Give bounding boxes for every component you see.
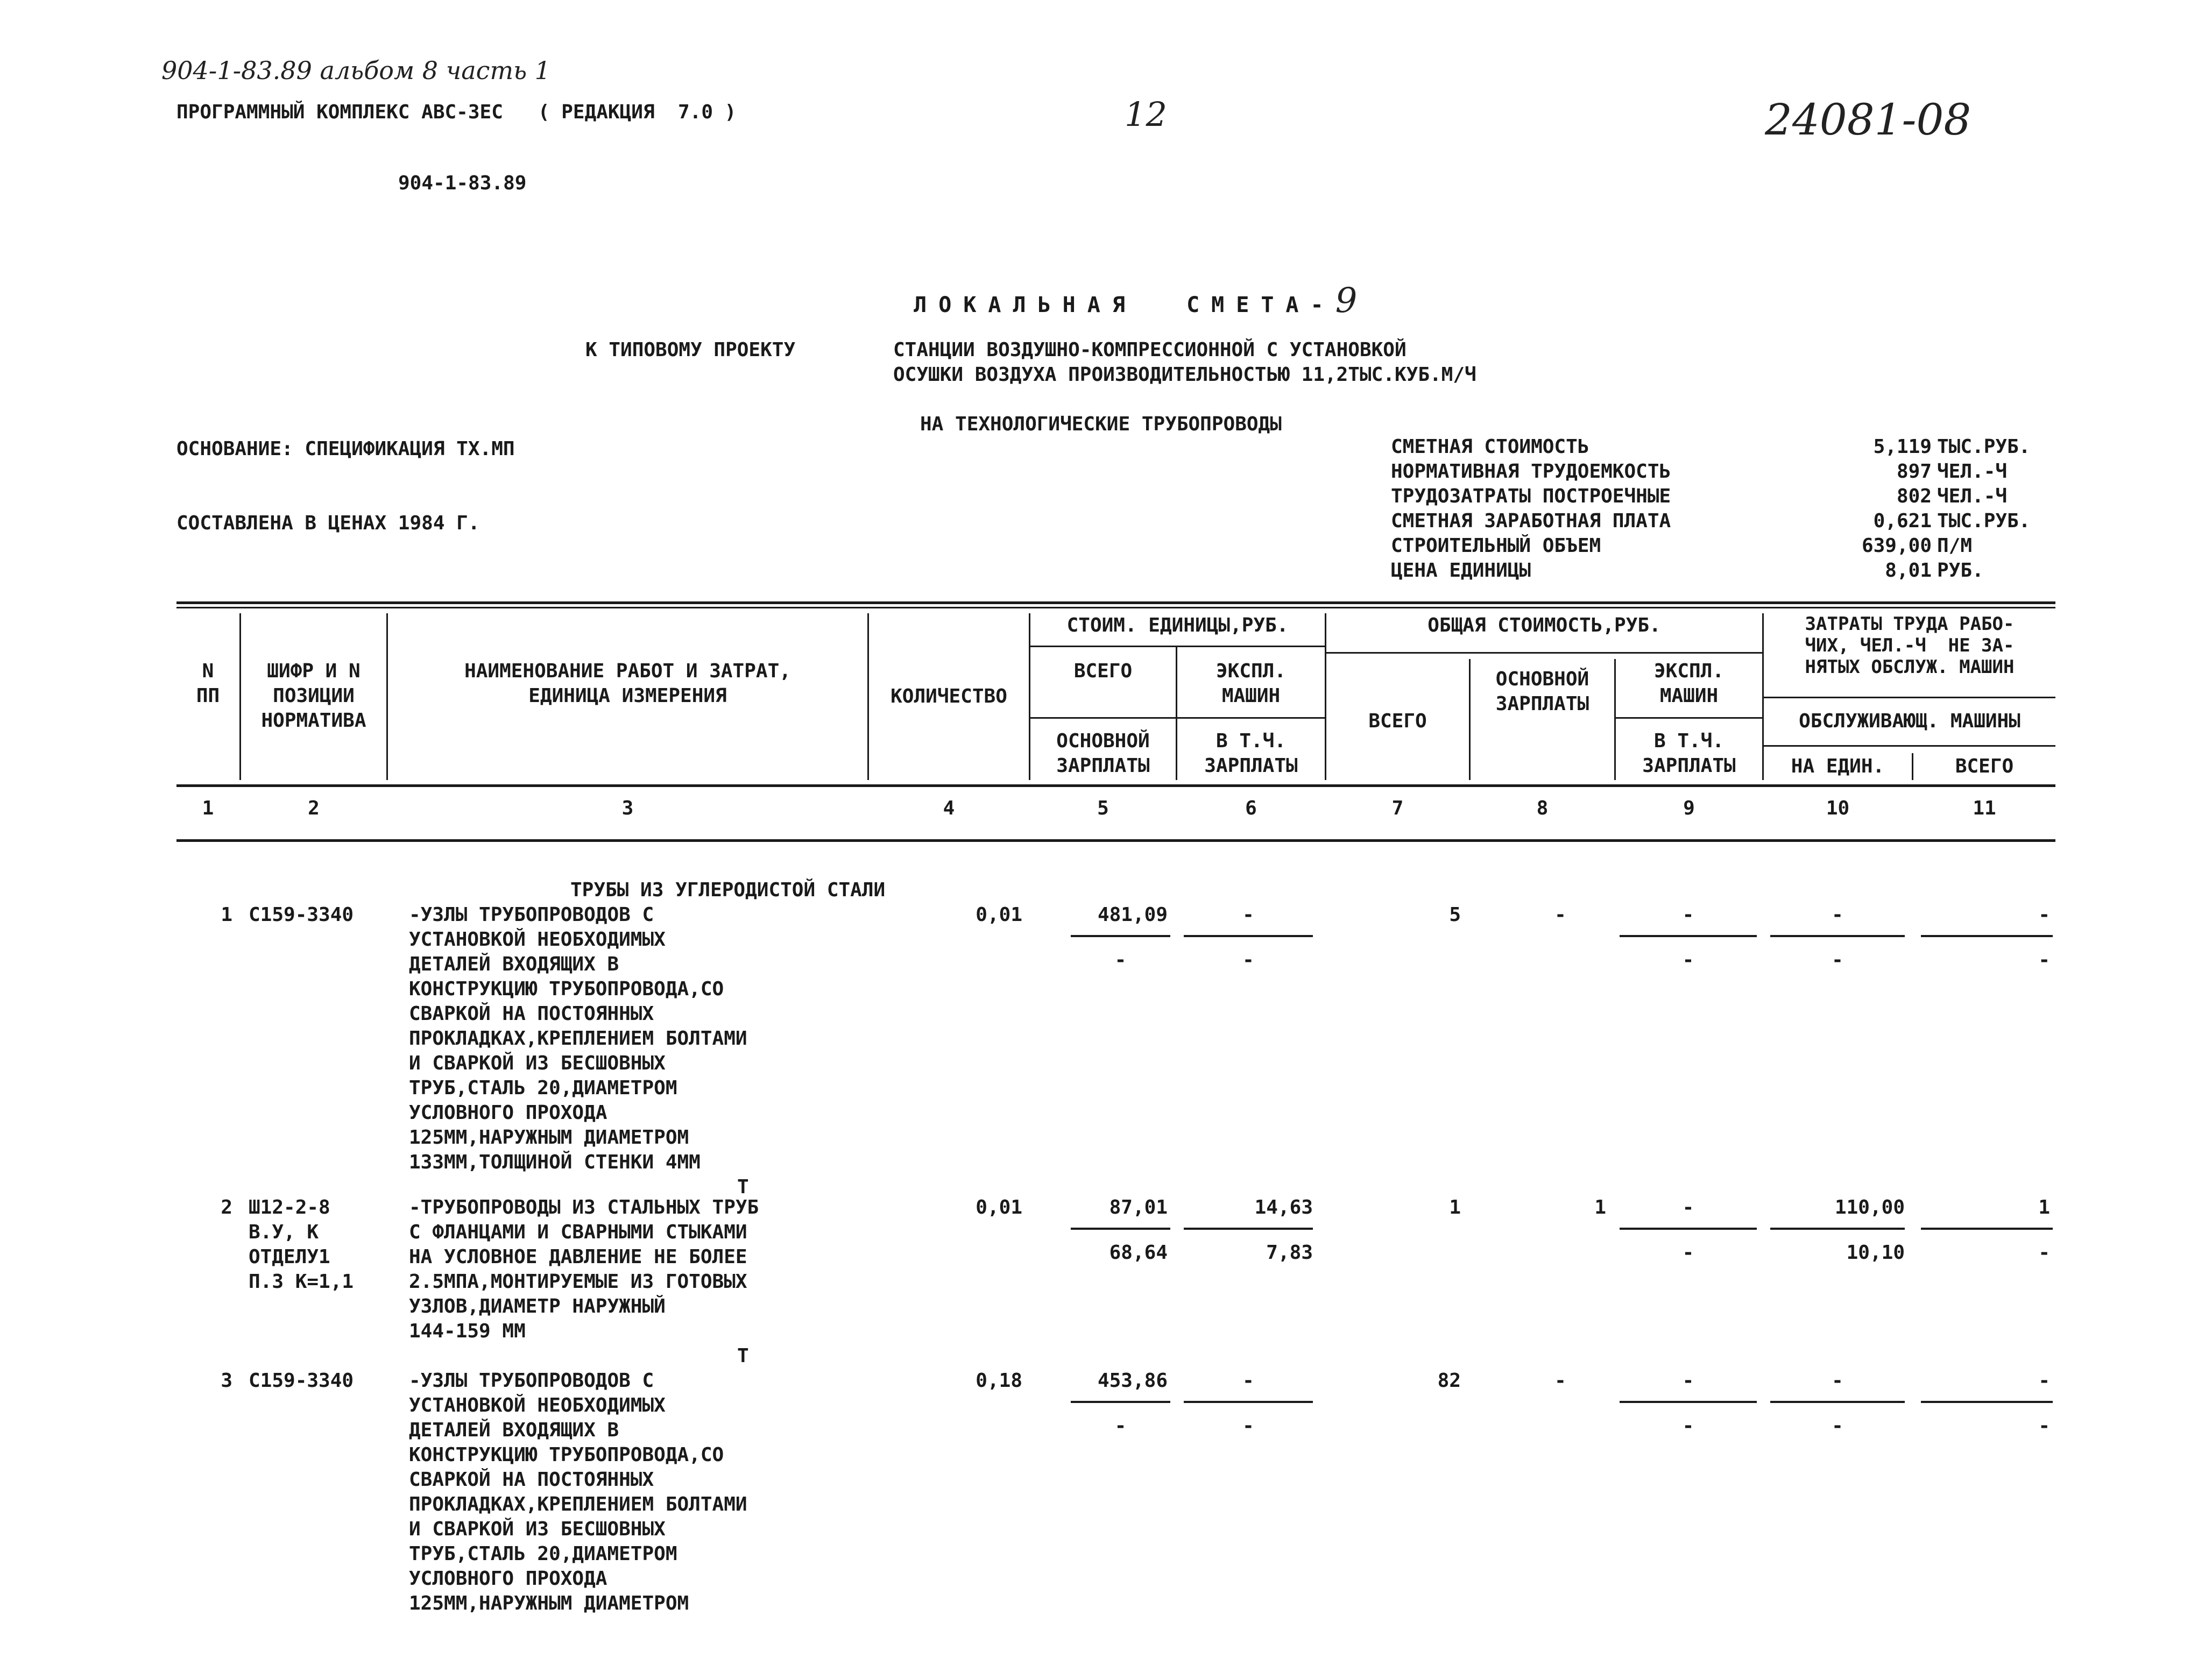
col-group-unit-cost: СТОИМ. ЕДИНИЦЫ,РУБ. xyxy=(1066,614,1289,636)
handwritten-doc-code: 24081-08 xyxy=(1765,95,1971,145)
cell-rule xyxy=(1620,935,1757,937)
cell-unit-wage: - xyxy=(1114,1415,1127,1437)
row-code: Ш12-2-8 В.У, К ОТДЕЛУ1 П.3 К=1,1 xyxy=(249,1196,354,1293)
summary-value: 8,01 xyxy=(1885,559,1932,582)
header-bottom-rule xyxy=(176,784,2055,787)
summary-value: 802 xyxy=(1896,485,1932,507)
subject-line: НА ТЕХНОЛОГИЧЕСКИЕ ТРУБОПРОВОДЫ xyxy=(920,413,1282,435)
cell-total-machine-wage: - xyxy=(1682,1242,1694,1264)
program-line: ПРОГРАММНЫЙ КОМПЛЕКС АВС-ЗЕС ( РЕДАКЦИЯ 7.0 ) xyxy=(176,101,737,123)
summary-unit: П/М xyxy=(1937,535,1973,557)
col-header-code: ШИФР И N ПОЗИЦИИ НОРМАТИВА xyxy=(261,660,366,732)
summary-unit: ТЫС.РУБ. xyxy=(1937,510,2031,532)
summary-unit: РУБ. xyxy=(1937,559,1984,582)
col-header-n: N ПП xyxy=(196,660,220,707)
row-qty: 0,01 xyxy=(976,904,1022,926)
handwritten-page-number: 12 xyxy=(1125,95,1167,134)
cell-labor-total-2: - xyxy=(2038,1415,2050,1437)
group-rule xyxy=(1614,717,1762,719)
summary-unit: ТЫС.РУБ. xyxy=(1937,436,2031,458)
col-header-unit-wage: ОСНОВНОЙ ЗАРПЛАТЫ xyxy=(1056,730,1150,777)
row-name: -ТРУБОПРОВОДЫ ИЗ СТАЛЬНЫХ ТРУБ С ФЛАНЦАМИ И СВАРНЫМИ СТЫКАМИ НА УСЛОВНОЕ ДАВЛЕНИЕ НЕ БОЛЕЕ 2.5МПА,МОНТИРУЕМЫЕ ИЗ ГОТОВЫХ УЗЛОВ,ДИАМЕТР НАРУЖНЫЙ 144-159 ММ xyxy=(409,1196,759,1342)
col-header-unit-total: ВСЕГО xyxy=(1073,660,1133,682)
cell-unit-wage: 68,64 xyxy=(1109,1242,1168,1264)
row-qty: 0,01 xyxy=(976,1196,1022,1218)
row-number: 2 xyxy=(221,1196,232,1218)
cell-unit-total: 453,86 xyxy=(1097,1370,1168,1392)
cell-rule xyxy=(1921,935,2053,937)
row-code: С159-3340 xyxy=(249,1370,354,1392)
group-rule xyxy=(1325,652,1762,654)
summary-value: 639,00 xyxy=(1861,535,1932,557)
handwritten-smeta-number: 9 xyxy=(1335,281,1358,321)
summary-label: НОРМАТИВНАЯ ТРУДОЕМКОСТЬ xyxy=(1391,460,1671,483)
group-rule xyxy=(1029,717,1325,719)
cell-rule xyxy=(1071,1228,1170,1230)
cell-rule xyxy=(1770,1228,1905,1230)
col-header-qty: КОЛИЧЕСТВО xyxy=(891,685,1007,707)
summary-value: 897 xyxy=(1896,460,1932,483)
cell-unit-machines: - xyxy=(1242,904,1254,926)
cell-total: 5 xyxy=(1449,904,1461,926)
col-number: 1 xyxy=(202,797,214,819)
cell-labor-total-2: - xyxy=(2038,1242,2050,1264)
cell-total-wage: - xyxy=(1554,1370,1566,1392)
cell-rule xyxy=(1770,935,1905,937)
summary-value: 0,621 xyxy=(1873,510,1932,532)
col-number: 7 xyxy=(1391,797,1404,819)
col-header-labor-service: ОБСЛУЖИВАЮЩ. МАШИНЫ xyxy=(1799,710,2020,732)
cell-unit-machine-wage: - xyxy=(1242,1415,1254,1437)
col-number: 8 xyxy=(1536,797,1549,819)
cell-rule xyxy=(1921,1228,2053,1230)
cell-unit-machines: 14,63 xyxy=(1254,1196,1313,1218)
col-header-unit-machine-wage: В Т.Ч. ЗАРПЛАТЫ xyxy=(1204,730,1298,777)
cell-labor-per-unit: 110,00 xyxy=(1834,1196,1905,1218)
cell-unit-machine-wage: 7,83 xyxy=(1266,1242,1313,1264)
col-number: 9 xyxy=(1683,797,1695,819)
group-rule xyxy=(1762,745,2055,747)
document-title-text: ЛОКАЛЬНАЯ СМЕТА- xyxy=(914,293,1335,317)
row-code: С159-3340 xyxy=(249,904,354,926)
cell-total-wage: 1 xyxy=(1594,1196,1606,1218)
section-title: ТРУБЫ ИЗ УГЛЕРОДИСТОЙ СТАЛИ xyxy=(570,879,886,901)
cell-unit-machine-wage: - xyxy=(1242,949,1254,971)
cell-unit-total: 87,01 xyxy=(1109,1196,1168,1218)
table-top-rule-2 xyxy=(176,607,2055,608)
cell-total: 1 xyxy=(1449,1196,1461,1218)
col-number: 11 xyxy=(1973,797,1996,819)
cell-rule xyxy=(1184,935,1313,937)
cell-total-machines: - xyxy=(1682,1370,1694,1392)
cell-rule xyxy=(1071,1401,1170,1403)
document-title xyxy=(888,264,1358,321)
cell-rule xyxy=(1620,1228,1757,1230)
summary-unit: ЧЕЛ.-Ч xyxy=(1937,460,2008,483)
summary-label: ТРУДОЗАТРАТЫ ПОСТРОЕЧНЫЕ xyxy=(1391,485,1671,507)
cell-total: 82 xyxy=(1437,1370,1461,1392)
cell-rule xyxy=(1184,1401,1313,1403)
handwritten-album-note: 904-1-83.89 альбом 8 часть 1 xyxy=(161,56,550,85)
cell-labor-per-unit: - xyxy=(1832,904,1843,926)
project-name-line-1: СТАНЦИИ ВОЗДУШНО-КОМПРЕССИОННОЙ С УСТАНОВКОЙ xyxy=(893,339,1407,361)
cell-total-wage: - xyxy=(1554,904,1566,926)
summary-unit: ЧЕЛ.-Ч xyxy=(1937,485,2008,507)
cell-rule xyxy=(1184,1228,1313,1230)
row-unit: Т xyxy=(737,1345,749,1367)
col-number: 2 xyxy=(308,797,320,819)
table-top-rule xyxy=(176,601,2055,604)
col-separator xyxy=(1325,613,1326,780)
row-name: -УЗЛЫ ТРУБОПРОВОДОВ С УСТАНОВКОЙ НЕОБХОДИМЫХ ДЕТАЛЕЙ ВХОДЯЩИХ В КОНСТРУКЦИЮ ТРУБОПРОВОДА,СО СВАРКОЙ НА ПОСТОЯННЫХ ПРОКЛАДКАХ,КРЕПЛЕНИЕМ БОЛТАМИ И СВАРКОЙ ИЗ БЕСШОВНЫХ ТРУБ,СТАЛЬ 20,ДИАМЕТРОМ УСЛОВНОГО ПРОХОДА 125ММ,НАРУЖНЫМ ДИАМЕТРОМ xyxy=(409,1370,747,1614)
basis-line: ОСНОВАНИЕ: СПЕЦИФИКАЦИЯ ТХ.МП xyxy=(176,438,515,460)
cell-labor-total: - xyxy=(2038,904,2050,926)
col-header-name: НАИМЕНОВАНИЕ РАБОТ И ЗАТРАТ, ЕДИНИЦА ИЗМЕРЕНИЯ xyxy=(464,660,791,707)
cell-rule xyxy=(1770,1401,1905,1403)
cell-rule xyxy=(1071,935,1170,937)
summary-label: ЦЕНА ЕДИНИЦЫ xyxy=(1391,559,1531,582)
cell-labor-per-unit-2: - xyxy=(1832,949,1843,971)
to-project-label: К ТИПОВОМУ ПРОЕКТУ xyxy=(585,339,796,361)
project-code: 904-1-83.89 xyxy=(398,172,527,194)
summary-label: СТРОИТЕЛЬНЫЙ ОБЪЕМ xyxy=(1391,535,1601,557)
col-group-total-cost: ОБЩАЯ СТОИМОСТЬ,РУБ. xyxy=(1427,614,1661,636)
project-name-line-2: ОСУШКИ ВОЗДУХА ПРОИЗВОДИТЕЛЬНОСТЬЮ 11,2ТЫС.КУБ.М/Ч xyxy=(893,364,1476,386)
col-header-total: ВСЕГО xyxy=(1368,710,1427,732)
summary-label: СМЕТНАЯ СТОИМОСТЬ xyxy=(1391,436,1589,458)
col-header-total-machines: ЭКСПЛ. МАШИН xyxy=(1653,660,1725,707)
summary-label: СМЕТНАЯ ЗАРАБОТНАЯ ПЛАТА xyxy=(1391,510,1671,532)
col-group-labor: ЗАТРАТЫ ТРУДА РАБО- ЧИХ, ЧЕЛ.-Ч НЕ ЗА- НЯТЫХ ОБСЛУЖ. МАШИН xyxy=(1805,613,2015,678)
col-header-labor-total: ВСЕГО xyxy=(1955,755,2014,777)
row-name: -УЗЛЫ ТРУБОПРОВОДОВ С УСТАНОВКОЙ НЕОБХОДИМЫХ ДЕТАЛЕЙ ВХОДЯЩИХ В КОНСТРУКЦИЮ ТРУБОПРОВОДА,СО СВАРКОЙ НА ПОСТОЯННЫХ ПРОКЛАДКАХ,КРЕПЛЕНИЕМ БОЛТАМИ И СВАРКОЙ ИЗ БЕСШОВНЫХ ТРУБ,СТАЛЬ 20,ДИАМЕТРОМ УСЛОВНОГО ПРОХОДА 125ММ,НАРУЖНЫМ ДИАМЕТРОМ 133ММ,ТОЛЩИНОЙ СТЕНКИ 4ММ xyxy=(409,904,747,1173)
cell-labor-per-unit: - xyxy=(1832,1370,1843,1392)
row-qty: 0,18 xyxy=(976,1370,1022,1392)
group-rule xyxy=(1029,646,1325,647)
cell-total-machines: - xyxy=(1682,904,1694,926)
col-number: 5 xyxy=(1097,797,1109,819)
cell-labor-total: 1 xyxy=(2038,1196,2050,1218)
cell-labor-total-2: - xyxy=(2038,949,2050,971)
cell-labor-per-unit-2: 10,10 xyxy=(1846,1242,1905,1264)
cell-labor-per-unit-2: - xyxy=(1832,1415,1843,1437)
numbers-bottom-rule xyxy=(176,839,2055,842)
col-number: 4 xyxy=(943,797,955,819)
prices-line: СОСТАВЛЕНА В ЦЕНАХ 1984 Г. xyxy=(176,512,480,534)
col-header-total-wage: ОСНОВНОЙ ЗАРПЛАТЫ xyxy=(1495,668,1589,715)
row-number: 3 xyxy=(221,1370,232,1392)
cell-unit-wage: - xyxy=(1114,949,1127,971)
col-number: 10 xyxy=(1826,797,1850,819)
col-header-unit-machines: ЭКСПЛ. МАШИН xyxy=(1215,660,1287,707)
cell-labor-total: - xyxy=(2038,1370,2050,1392)
col-number: 3 xyxy=(621,797,634,819)
cell-rule xyxy=(1620,1401,1757,1403)
group-rule xyxy=(1762,697,2055,698)
cell-total-machine-wage: - xyxy=(1682,1415,1694,1437)
col-header-labor-per-unit: НА ЕДИН. xyxy=(1791,755,1885,777)
row-number: 1 xyxy=(221,904,232,926)
summary-value: 5,119 xyxy=(1873,436,1932,458)
col-number: 6 xyxy=(1245,797,1257,819)
row-unit: Т xyxy=(737,1176,749,1198)
cell-unit-total: 481,09 xyxy=(1097,904,1168,926)
col-header-total-machine-wage: В Т.Ч. ЗАРПЛАТЫ xyxy=(1642,730,1736,777)
cell-rule xyxy=(1921,1401,2053,1403)
cell-unit-machines: - xyxy=(1242,1370,1254,1392)
cell-total-machine-wage: - xyxy=(1682,949,1694,971)
cell-total-machines: - xyxy=(1682,1196,1694,1218)
